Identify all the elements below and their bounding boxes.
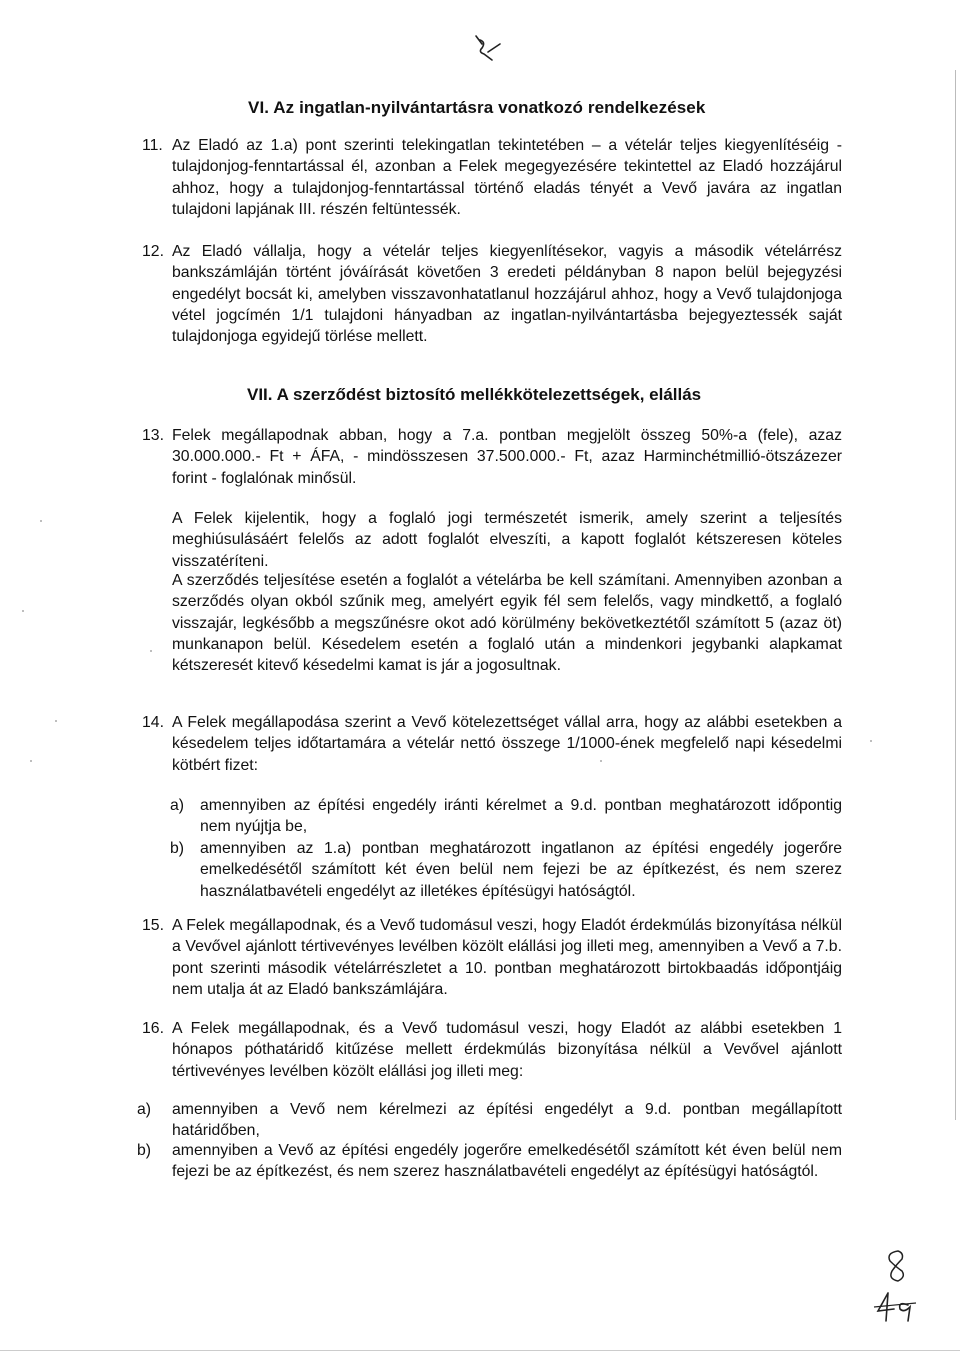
paragraph-16-item-a xyxy=(137,1099,842,1142)
paragraph-13 xyxy=(142,425,842,489)
paragraph-11-text: Az Eladó az 1.a) pont szerinti telekingatlan tekintetében – a vételár teljes kiegyenlítéséig - tulajdonjog-fenntartással él, azonban a Felek megegyezésére tekintettel az Eladó hozzájárul ahhoz, hogy a tulajdonjog-fenntartással történő eladás tényét a Vevő javára az ingatlan tulajdoni lapjának III. részén feltüntessék. xyxy=(172,137,842,218)
paragraph-14-item-b xyxy=(170,838,842,902)
handwritten-initial-mark xyxy=(470,30,510,66)
paragraph-16 xyxy=(142,1018,842,1082)
paragraph-13-deposit-settlement: A szerződés teljesítése esetén a foglalót a vételárba be kell számítani. Amennyiben azonban a szerződés olyan okból szűnik meg, amelyért egyik fél sem felelős, vagy mindkettő, a foglaló visszajár, legkésőbb a megszűnésre okot adó körülmény bekövetkeztétől számított 5 (azaz öt) munkanapon belül. Késedelem esetén a foglaló után a mindenkori jegybanki alapkamat kétszeresét kitevő késedelmi kamat is jár a jogosultnak. xyxy=(172,572,842,675)
scan-speck xyxy=(600,760,602,762)
paragraph-16-number: 16. xyxy=(142,1020,164,1037)
paragraph-16-text: A Felek megállapodnak, és a Vevő tudomásul veszi, hogy Eladót az alábbi esetekben 1 hónapos póthatáridő kitűzése mellett érdekmúlás bizonyítása nélkül a Vevővel ajánlott tértivevényes levélben közölt elállási jog illeti meg: xyxy=(172,1020,842,1080)
scan-speck xyxy=(22,610,24,612)
paragraph-12-text: Az Eladó vállalja, hogy a vételár teljes kiegyenlítésekor, vagyis a második vételárrész bankszámláján történt jóváírását követően 3 eredeti példányban 8 napon belül bejegyzési engedélyt bocsát ki, amelyben visszavonhatatlanul hozzájárul ahhoz, hogy a Vevő tulajdonjoga vétel jogcímén 1/1 tulajdoni hányadban az ingatlan-nyilvántartásba bejegyeztessék saját tulajdonjoga egyidejű törlése mellett. xyxy=(172,243,842,346)
paragraph-16-item-a-text: amennyiben a Vevő nem kérelmezi az építési engedélyt a 9.d. pontban megállapított határidőben, xyxy=(172,1101,842,1140)
handwritten-page-number xyxy=(872,1245,922,1325)
paragraph-13-text: Felek megállapodnak abban, hogy a 7.a. pontban megjelölt összeg 50%-a (fele), azaz 30.000.000.- Ft + ÁFA, - mindösszesen 37.500.000.- Ft, azaz Harminchétmillió-ötszázezer forint - foglalónak minősül. xyxy=(172,427,842,487)
paragraph-13-deposit-nature: A Felek kijelentik, hogy a foglaló jogi természetét ismerik, amely szerint a teljesítés meghiúsulásáért felelős az adott foglalót elveszíti, a kapott foglalót kétszeresen köteles visszatéríteni. xyxy=(172,510,842,570)
scan-speck xyxy=(870,740,872,742)
section-7-heading: VII. A szerződést biztosító mellékkötelezettségek, elállás xyxy=(247,385,702,404)
paragraph-12 xyxy=(142,241,842,347)
scan-speck xyxy=(40,520,42,522)
paragraph-11 xyxy=(142,135,842,220)
scan-speck xyxy=(55,720,57,722)
scan-speck xyxy=(150,650,152,652)
scan-edge-line xyxy=(955,70,956,1120)
paragraph-14-number: 14. xyxy=(142,714,164,731)
paragraph-12-number: 12. xyxy=(142,243,164,260)
paragraph-15-text: A Felek megállapodnak, és a Vevő tudomásul veszi, hogy Eladót érdekmúlás bizonyítása nélkül a Vevővel ajánlott tértivevényes levélben közölt elállási jog illeti meg, amennyiben a Vevő a 7.b. pont szerinti második vételárrészletet a 10. pontban meghatározott birtokbaadás időpontjáig nem utalja át az Eladó bankszámlájára. xyxy=(172,917,842,998)
paragraph-16-item-b xyxy=(137,1140,842,1183)
paragraph-16-item-a-label: a) xyxy=(137,1101,152,1118)
paragraph-14-item-a-text: amennyiben az építési engedély iránti kérelmet a 9.d. pontban meghatározott időpontig nem nyújtja be, xyxy=(200,797,842,836)
scan-bottom-line xyxy=(0,1350,960,1351)
paragraph-14-text: A Felek megállapodása szerint a Vevő kötelezettséget vállal arra, hogy az alábbi esetekben a késedelem teljes időtartamára a vételár nettó összege 1/1000-ének megfelelő napi késedelmi kötbért fizet: xyxy=(172,714,842,774)
paragraph-11-number: 11. xyxy=(142,137,163,154)
paragraph-14 xyxy=(142,712,842,776)
paragraph-14-item-b-label: b) xyxy=(170,840,185,857)
paragraph-16-item-b-text: amennyiben a Vevő az építési engedély jogerőre emelkedésétől számított két éven belül nem fejezi be az építkezést, és nem szerez használatbavételi engedélyt az építésügyi hatóságtól. xyxy=(172,1142,842,1181)
section-6-heading: VI. Az ingatlan-nyilvántartásra vonatkozó rendelkezések xyxy=(248,98,706,117)
scan-speck xyxy=(30,760,32,762)
paragraph-15 xyxy=(142,915,842,1000)
paragraph-14-item-b-text: amennyiben az 1.a) pontban meghatározott ingatlanon az építési engedély jogerőre emelkedésétől számított két éven belül nem fejezi be az építkezést, és nem szerez használatbavételi engedélyt az illetékes építésügyi hatóságtól. xyxy=(200,840,842,900)
paragraph-16-item-b-label: b) xyxy=(137,1142,152,1159)
paragraph-14-item-a xyxy=(170,795,842,838)
paragraph-14-item-a-label: a) xyxy=(170,797,185,814)
paragraph-15-number: 15. xyxy=(142,917,164,934)
paragraph-13-number: 13. xyxy=(142,427,164,444)
